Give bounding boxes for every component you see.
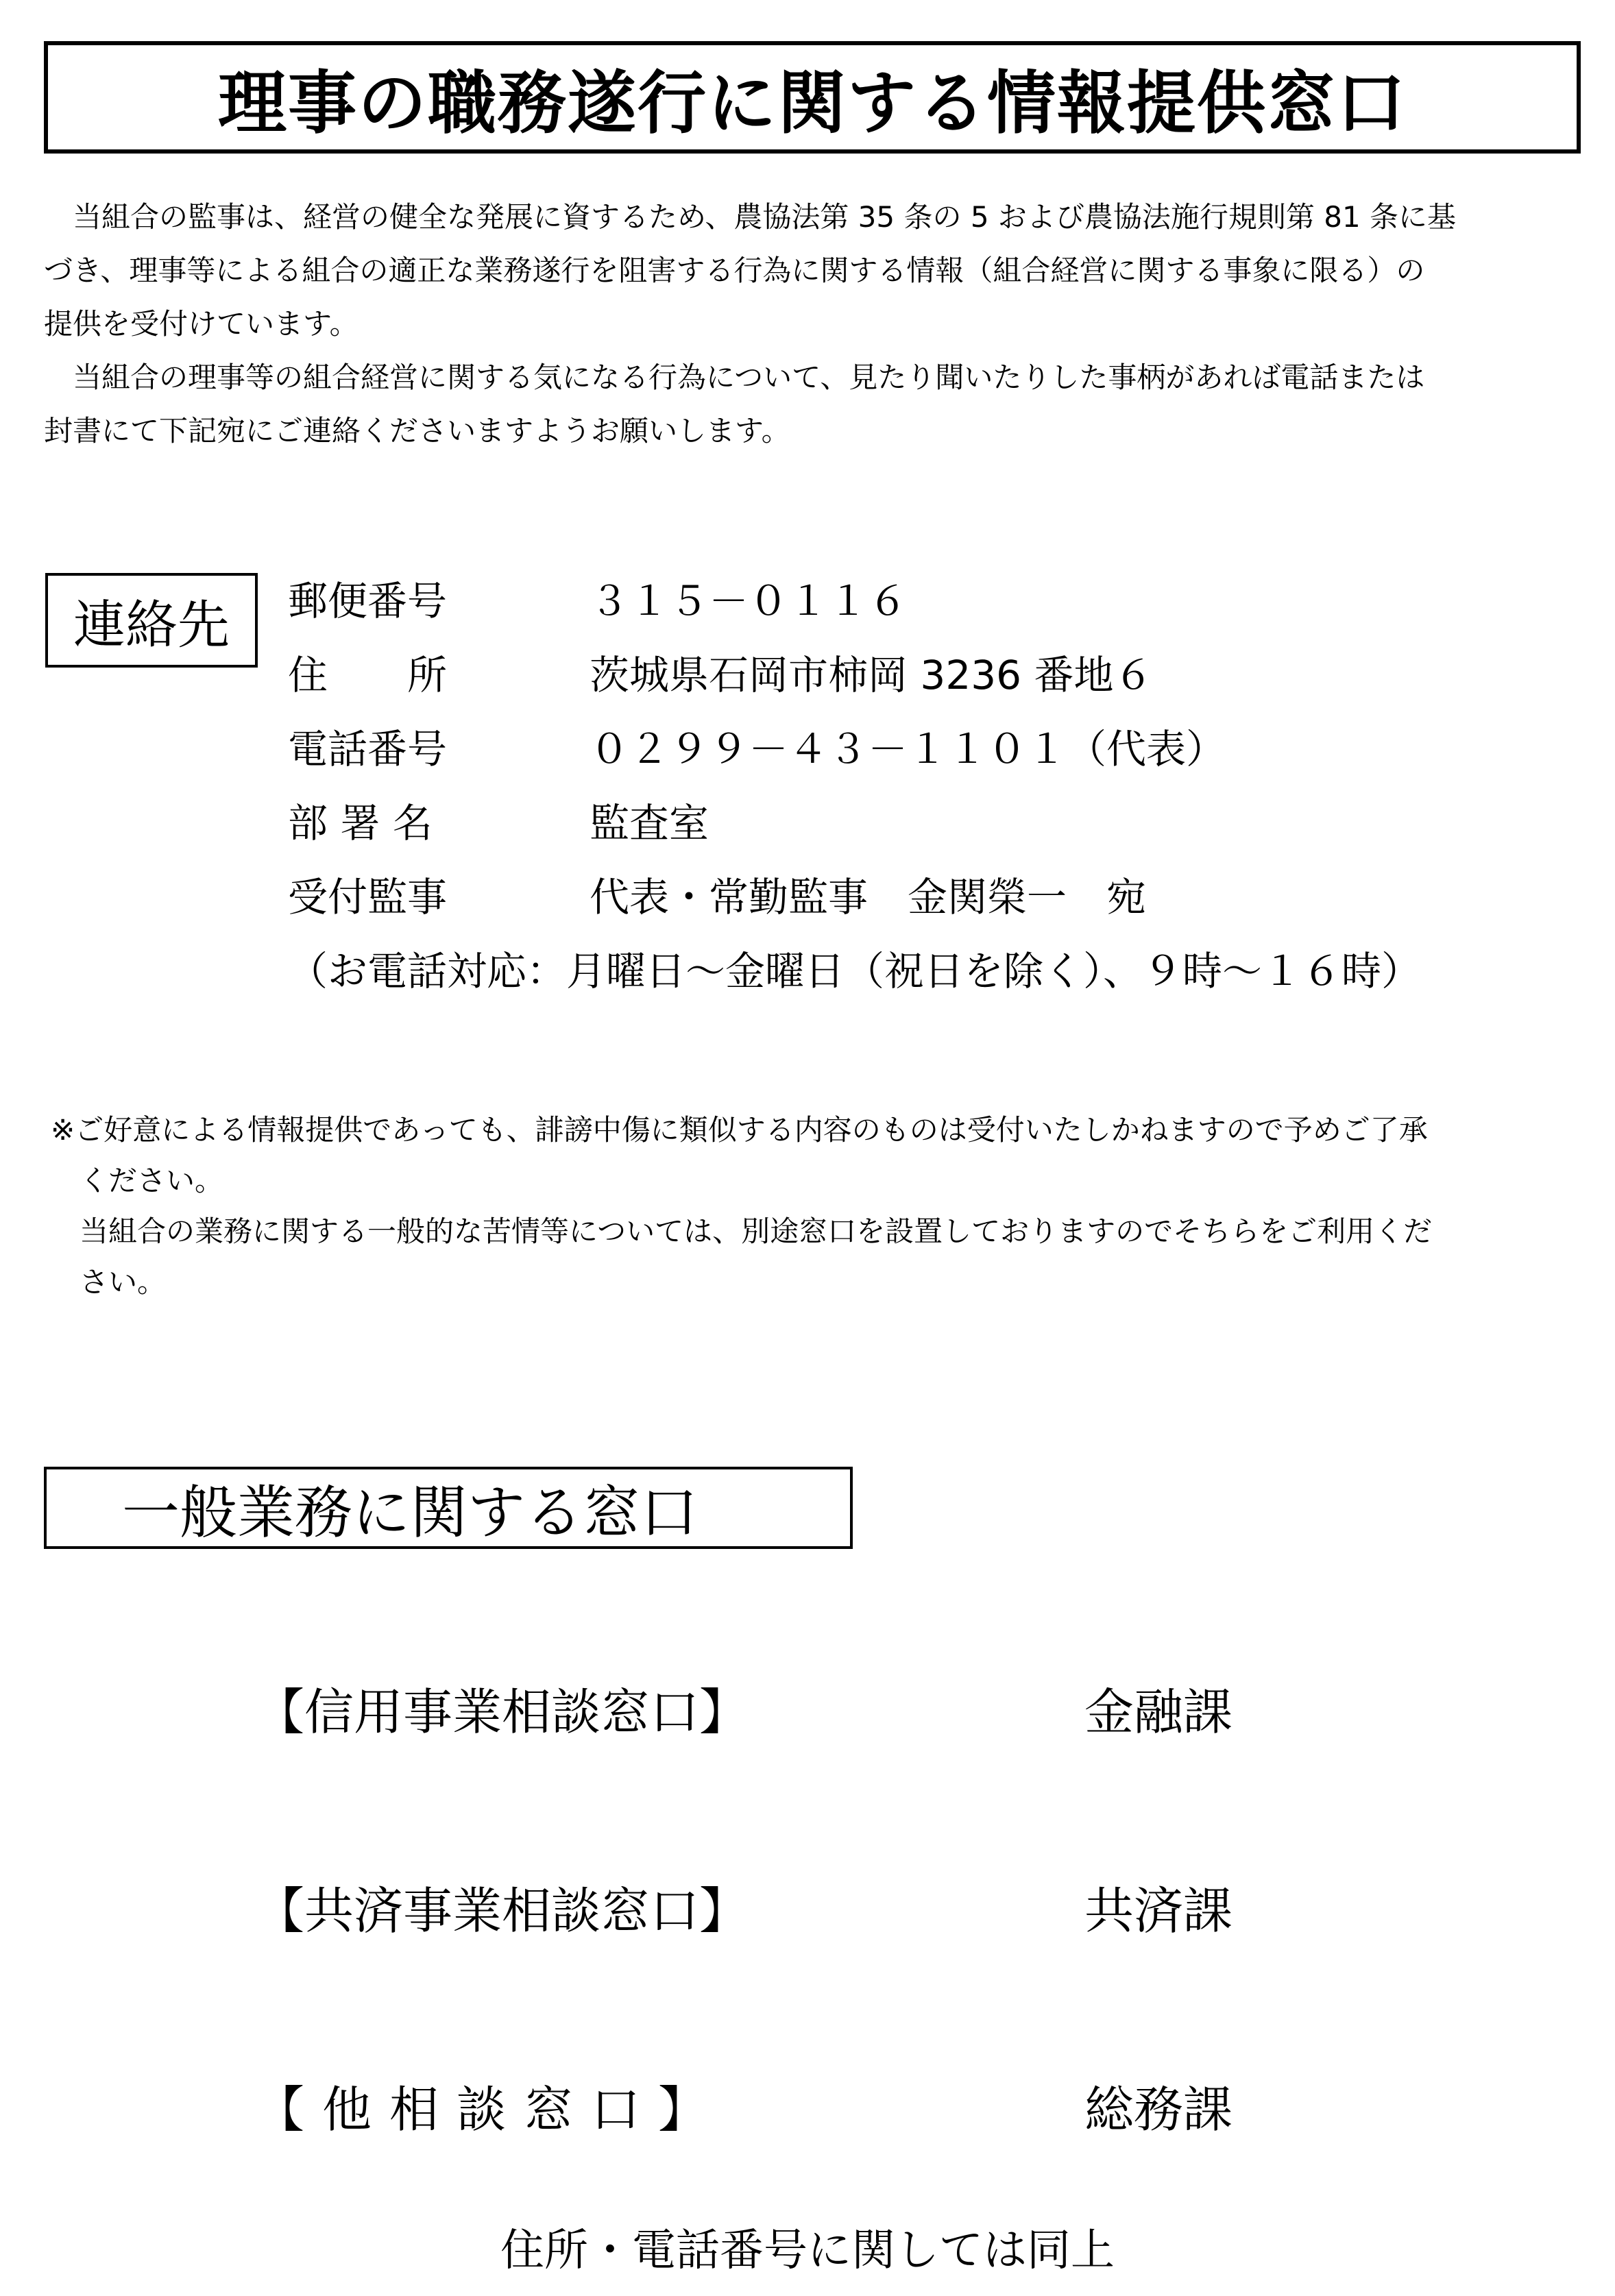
credit-window-dept: 金融課 bbox=[1084, 1683, 1233, 1741]
note-line: ください。 bbox=[80, 1164, 224, 1197]
contact-label: 連絡先 bbox=[45, 573, 258, 668]
intro-line: 当組合の理事等の組合経営に関する気になる行為について、見たり聞いたりした事柄があれば電話または bbox=[73, 361, 1425, 394]
other-window-label: 【他相談窓口】 bbox=[255, 2081, 726, 2138]
general-heading: 一般業務に関する窓口 bbox=[122, 1478, 699, 1546]
mutual-aid-window-label: 【共済事業相談窓口】 bbox=[255, 1882, 749, 1940]
mutual-aid-window-dept: 共済課 bbox=[1084, 1882, 1233, 1940]
credit-window-label: 【信用事業相談窓口】 bbox=[255, 1683, 749, 1741]
title-box bbox=[44, 41, 1581, 154]
other-window-dept: 総務課 bbox=[1084, 2081, 1233, 2138]
postal-code-value: ３１５－０１１６ bbox=[590, 578, 908, 624]
phone-label: 電話番号 bbox=[288, 726, 448, 772]
department-label: 部 署 名 bbox=[288, 800, 433, 846]
auditor-label: 受付監事 bbox=[288, 874, 448, 920]
footer-note: 住所・電話番号に関しては同上 bbox=[500, 2225, 1115, 2276]
intro-line: 封書にて下記宛にご連絡くださいますようお願いします。 bbox=[44, 414, 790, 448]
intro-line: 当組合の監事は、経営の健全な発展に資するため、農協法第 35 条の 5 および農協法施行規則第 81 条に基 bbox=[73, 200, 1457, 234]
note-1 bbox=[51, 1105, 1579, 1308]
intro-paragraph-1 bbox=[44, 191, 1574, 351]
phone-value: ０２９９－４３－１１０１（代表） bbox=[590, 726, 1226, 772]
address-label: 住 所 bbox=[288, 652, 448, 698]
page-title: 理事の職務遂行に関する情報提供窓口 bbox=[218, 63, 1407, 143]
intro-line: づき、理事等による組合の適正な業務遂行を阻害する行為に関する情報（組合経営に関する事象に限る）の bbox=[44, 254, 1425, 287]
note-line: ※ご好意による情報提供であっても、誹謗中傷に類似する内容のものは受付いたしかねますので予めご了承 bbox=[51, 1113, 1428, 1147]
department-value: 監査室 bbox=[590, 800, 709, 846]
intro-paragraph-2 bbox=[44, 351, 1574, 458]
note-line: 当組合の業務に関する一般的な苦情等については、別途窓口を設置しておりますのでそちらをご利用くだ bbox=[80, 1214, 1433, 1248]
address-value: 茨城県石岡市柿岡 3236 番地６ bbox=[590, 652, 1154, 698]
general-heading-box bbox=[44, 1467, 853, 1549]
intro-line: 提供を受付けています。 bbox=[44, 307, 359, 341]
postal-code-label: 郵便番号 bbox=[288, 578, 448, 624]
auditor-value: 代表・常勤監事 金関榮一 宛 bbox=[590, 874, 1147, 920]
phone-hours: （お電話対応：月曜日～金曜日（祝日を除く）、９時～１６時） bbox=[288, 948, 1422, 994]
note-line: さい。 bbox=[80, 1265, 167, 1299]
